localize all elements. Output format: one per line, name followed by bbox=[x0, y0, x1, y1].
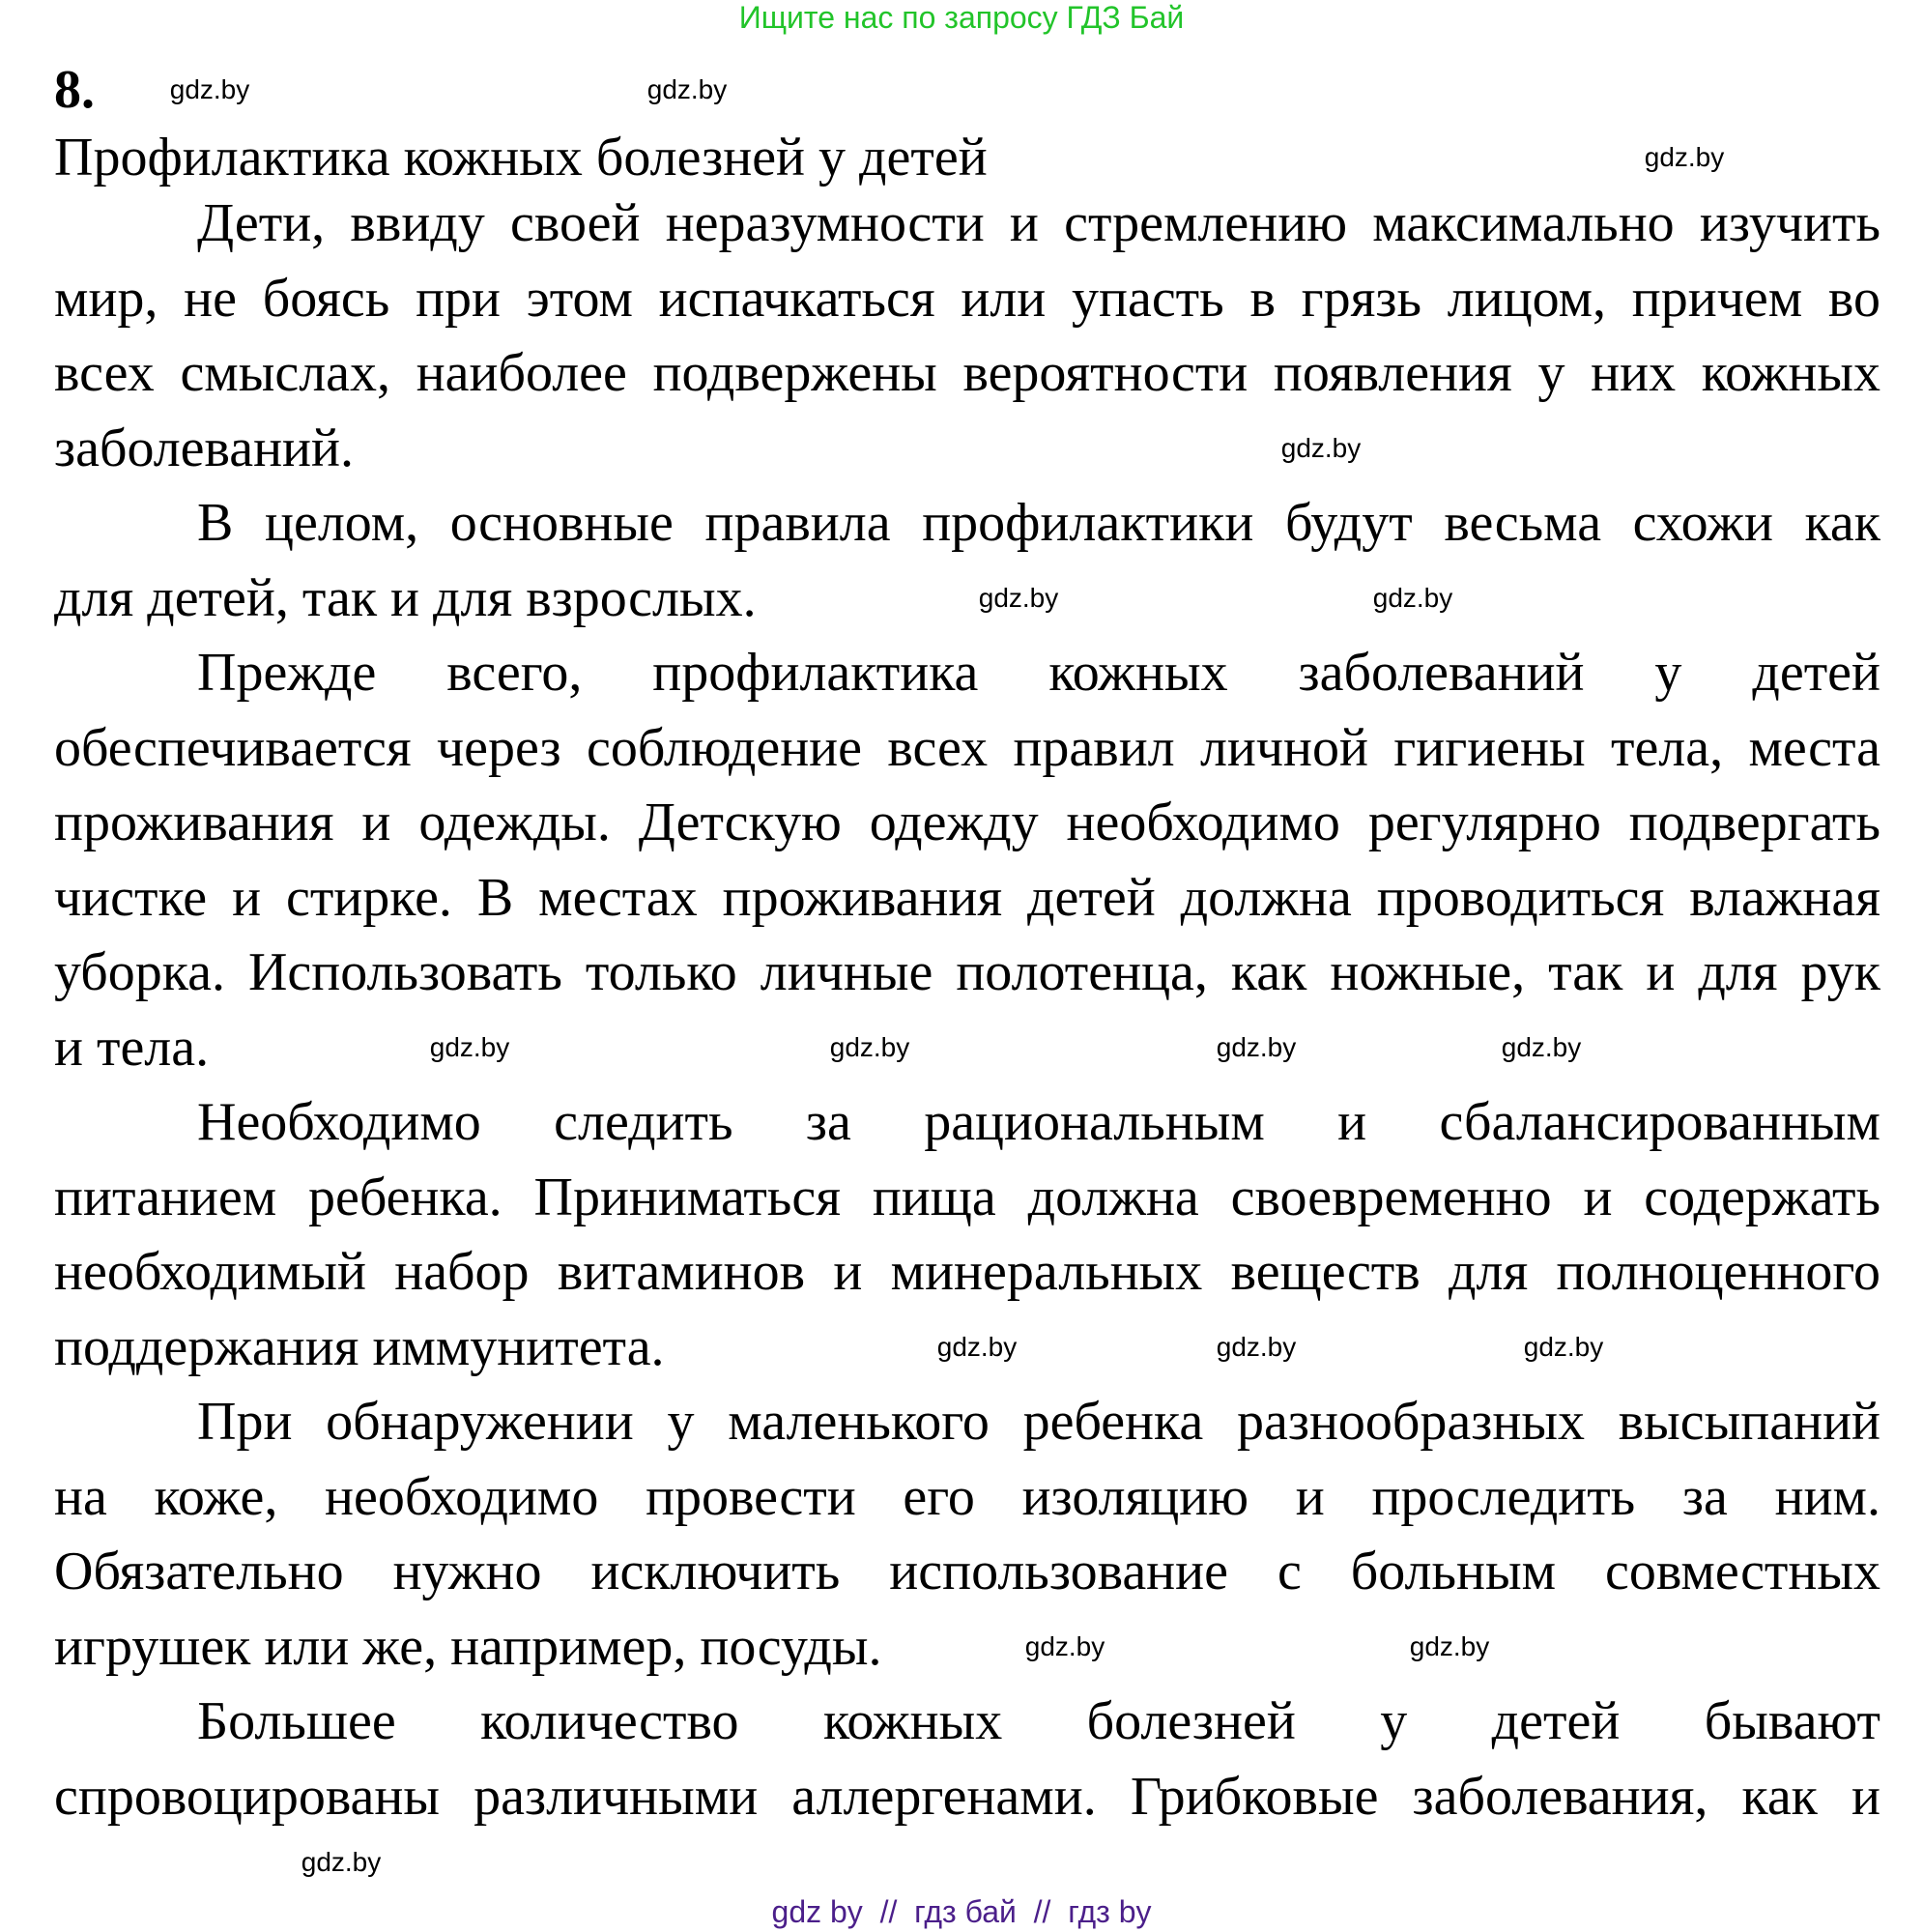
watermark: gdz.by bbox=[1501, 1032, 1582, 1062]
search-banner: Ищите нас по запросу ГДЗ Бай bbox=[738, 0, 1185, 35]
watermark: gdz.by bbox=[1216, 1032, 1297, 1062]
text-line: и тела. bbox=[54, 1017, 210, 1078]
document-title: Профилактика кожных болезней у детей bbox=[54, 128, 988, 187]
watermark: gdz.by bbox=[1280, 433, 1362, 463]
text-line: необходимый набор витаминов и минеральных веществ для полноценного bbox=[54, 1242, 1880, 1302]
watermark: gdz.by bbox=[1644, 142, 1725, 172]
text-line: игрушек или же, например, посуды. bbox=[54, 1616, 882, 1677]
task-number: 8. bbox=[54, 60, 95, 120]
text-line: обеспечивается через соблюдение всех правил личной гигиены тела, места bbox=[54, 717, 1880, 778]
watermark: gdz.by bbox=[1372, 583, 1453, 613]
text-line: При обнаружении у маленького ребенка разнообразных высыпаний bbox=[197, 1392, 1880, 1452]
watermark: gdz.by bbox=[429, 1032, 510, 1062]
watermark: gdz.by bbox=[1409, 1631, 1490, 1661]
watermark: gdz.by bbox=[1523, 1332, 1604, 1362]
text-line: уборка. Использовать только личные полотенца, как ножные, так и для рук bbox=[54, 942, 1880, 1002]
watermark: gdz.by bbox=[1216, 1332, 1297, 1362]
text-line: чистке и стирке. В местах проживания детей должна проводиться влажная bbox=[54, 867, 1880, 928]
watermark: gdz.by bbox=[1024, 1631, 1105, 1661]
text-line: питанием ребенка. Приниматься пища должна своевременно и содержать bbox=[54, 1167, 1880, 1227]
text-line: поддержания иммунитета. bbox=[54, 1316, 665, 1377]
watermark: gdz.by bbox=[978, 583, 1059, 613]
text-line: В целом, основные правила профилактики будут весьма схожи как bbox=[197, 493, 1880, 553]
text-line: Необходимо следить за рациональным и сбалансированным bbox=[197, 1092, 1880, 1152]
watermark: gdz.by bbox=[169, 74, 250, 104]
text-line: спровоцированы различными аллергенами. Грибковые заболевания, как и bbox=[54, 1766, 1880, 1827]
watermark: gdz.by bbox=[301, 1847, 382, 1877]
text-line: всех смыслах, наиболее подвержены вероятности появления у них кожных bbox=[54, 343, 1880, 403]
watermark: gdz.by bbox=[646, 74, 728, 104]
text-line: проживания и одежды. Детскую одежду необходимо регулярно подвергать bbox=[54, 793, 1880, 852]
text-line: мир, не боясь при этом испачкаться или упасть в грязь лицом, причем во bbox=[54, 268, 1880, 329]
text-line: Дети, ввиду своей неразумности и стремлению максимально изучить bbox=[197, 193, 1880, 253]
watermark: gdz.by bbox=[829, 1032, 910, 1062]
watermark: gdz.by bbox=[936, 1332, 1018, 1362]
text-line: для детей, так и для взрослых. bbox=[54, 567, 757, 628]
text-line: Обязательно нужно исключить использование с больным совместных bbox=[54, 1542, 1880, 1601]
footer-links: gdz by // гдз бай // гдз by bbox=[771, 1894, 1152, 1929]
text-line: заболеваний. bbox=[54, 418, 354, 478]
text-line: Большее количество кожных болезней у детей бывают bbox=[197, 1691, 1880, 1751]
text-line: Прежде всего, профилактика кожных заболеваний у детей bbox=[197, 643, 1880, 703]
document-body bbox=[54, 187, 1880, 1834]
text-line: на коже, необходимо провести его изоляцию и проследить за ним. bbox=[54, 1466, 1880, 1527]
